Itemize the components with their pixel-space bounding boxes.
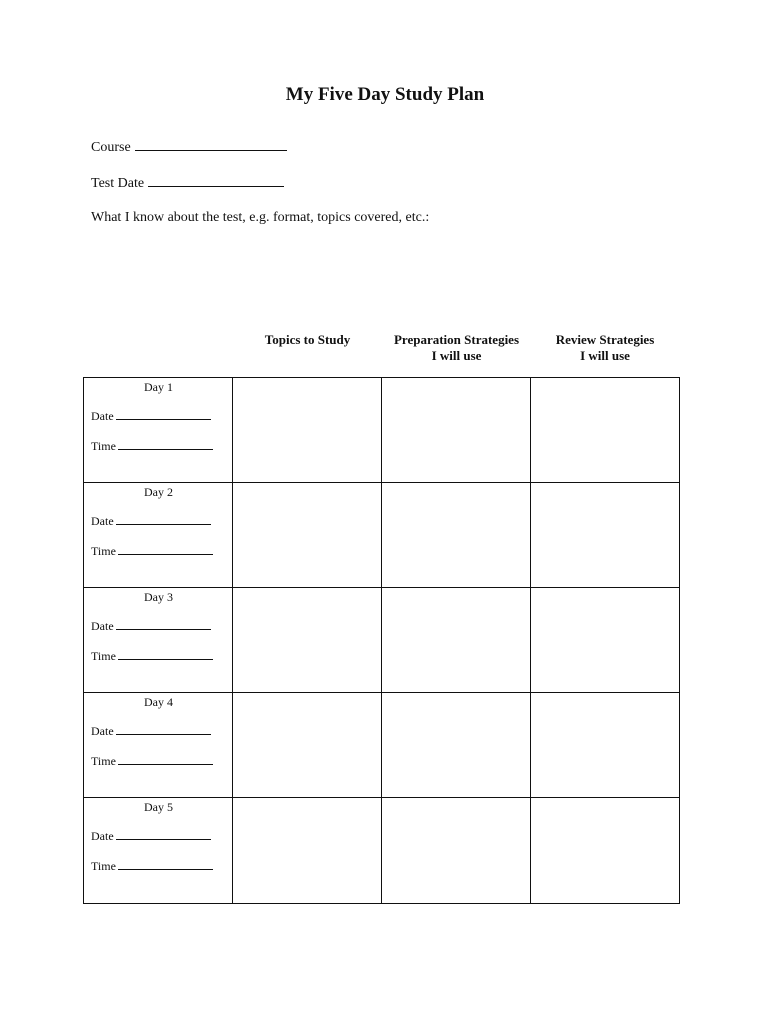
day-date-blank[interactable] <box>116 724 211 735</box>
page-title: My Five Day Study Plan <box>285 84 485 105</box>
preparation-cell[interactable] <box>382 378 531 483</box>
day-date-blank[interactable] <box>116 514 211 525</box>
column-header-preparation-line1: Preparation Strategies <box>393 332 520 347</box>
day-time-label: Time <box>91 859 116 873</box>
topics-cell[interactable] <box>233 588 382 693</box>
preparation-cell[interactable] <box>382 588 531 693</box>
day-date-field[interactable] <box>91 409 211 424</box>
day-time-label: Time <box>91 439 116 453</box>
course-field[interactable] <box>91 138 287 156</box>
day-label: Day 3 <box>144 590 173 604</box>
course-blank-line[interactable] <box>135 138 287 151</box>
column-header-review <box>531 332 679 364</box>
day-cell <box>84 798 233 903</box>
day-date-field[interactable] <box>91 724 211 739</box>
test-date-field[interactable] <box>91 174 284 192</box>
preparation-cell[interactable] <box>382 693 531 798</box>
column-header-preparation-line2: I will use <box>431 348 482 363</box>
day-date-blank[interactable] <box>116 619 211 630</box>
column-header-topics-text: Topics to Study <box>264 332 351 347</box>
day-cell <box>84 483 233 588</box>
day-date-blank[interactable] <box>116 409 211 420</box>
day-date-field[interactable] <box>91 514 211 529</box>
topics-cell[interactable] <box>233 483 382 588</box>
study-plan-table <box>83 377 680 904</box>
day-time-field[interactable] <box>91 754 213 769</box>
review-cell[interactable] <box>531 483 679 588</box>
test-date-label: Test Date <box>91 176 145 191</box>
day-cell <box>84 588 233 693</box>
day-time-field[interactable] <box>91 859 213 874</box>
review-cell[interactable] <box>531 798 679 903</box>
test-date-blank-line[interactable] <box>148 174 284 187</box>
test-knowledge-prompt: What I know about the test, e.g. format, topics covered, etc.: <box>91 210 430 225</box>
day-time-label: Time <box>91 544 116 558</box>
day-label: Day 2 <box>144 485 173 499</box>
review-cell[interactable] <box>531 693 679 798</box>
day-time-blank[interactable] <box>118 754 213 765</box>
column-header-review-line1: Review Strategies <box>555 332 655 347</box>
day-time-blank[interactable] <box>118 439 213 450</box>
day-date-blank[interactable] <box>116 829 211 840</box>
day-label: Day 5 <box>144 800 173 814</box>
day-date-label: Date <box>91 514 114 528</box>
day-date-label: Date <box>91 409 114 423</box>
day-time-blank[interactable] <box>118 544 213 555</box>
day-time-label: Time <box>91 649 116 663</box>
day-cell <box>84 378 233 483</box>
column-header-topics <box>233 332 382 348</box>
day-time-field[interactable] <box>91 439 213 454</box>
day-date-label: Date <box>91 724 114 738</box>
topics-cell[interactable] <box>233 693 382 798</box>
course-label: Course <box>91 140 131 155</box>
day-date-field[interactable] <box>91 829 211 844</box>
day-date-label: Date <box>91 829 114 843</box>
day-date-label: Date <box>91 619 114 633</box>
day-label: Day 4 <box>144 695 173 709</box>
day-time-field[interactable] <box>91 649 213 664</box>
day-time-blank[interactable] <box>118 859 213 870</box>
preparation-cell[interactable] <box>382 798 531 903</box>
day-time-label: Time <box>91 754 116 768</box>
day-time-blank[interactable] <box>118 649 213 660</box>
preparation-cell[interactable] <box>382 483 531 588</box>
review-cell[interactable] <box>531 588 679 693</box>
topics-cell[interactable] <box>233 798 382 903</box>
day-date-field[interactable] <box>91 619 211 634</box>
day-cell <box>84 693 233 798</box>
column-header-review-line2: I will use <box>580 348 630 363</box>
column-header-preparation <box>382 332 531 364</box>
review-cell[interactable] <box>531 378 679 483</box>
day-label: Day 1 <box>144 380 173 394</box>
topics-cell[interactable] <box>233 378 382 483</box>
day-time-field[interactable] <box>91 544 213 559</box>
